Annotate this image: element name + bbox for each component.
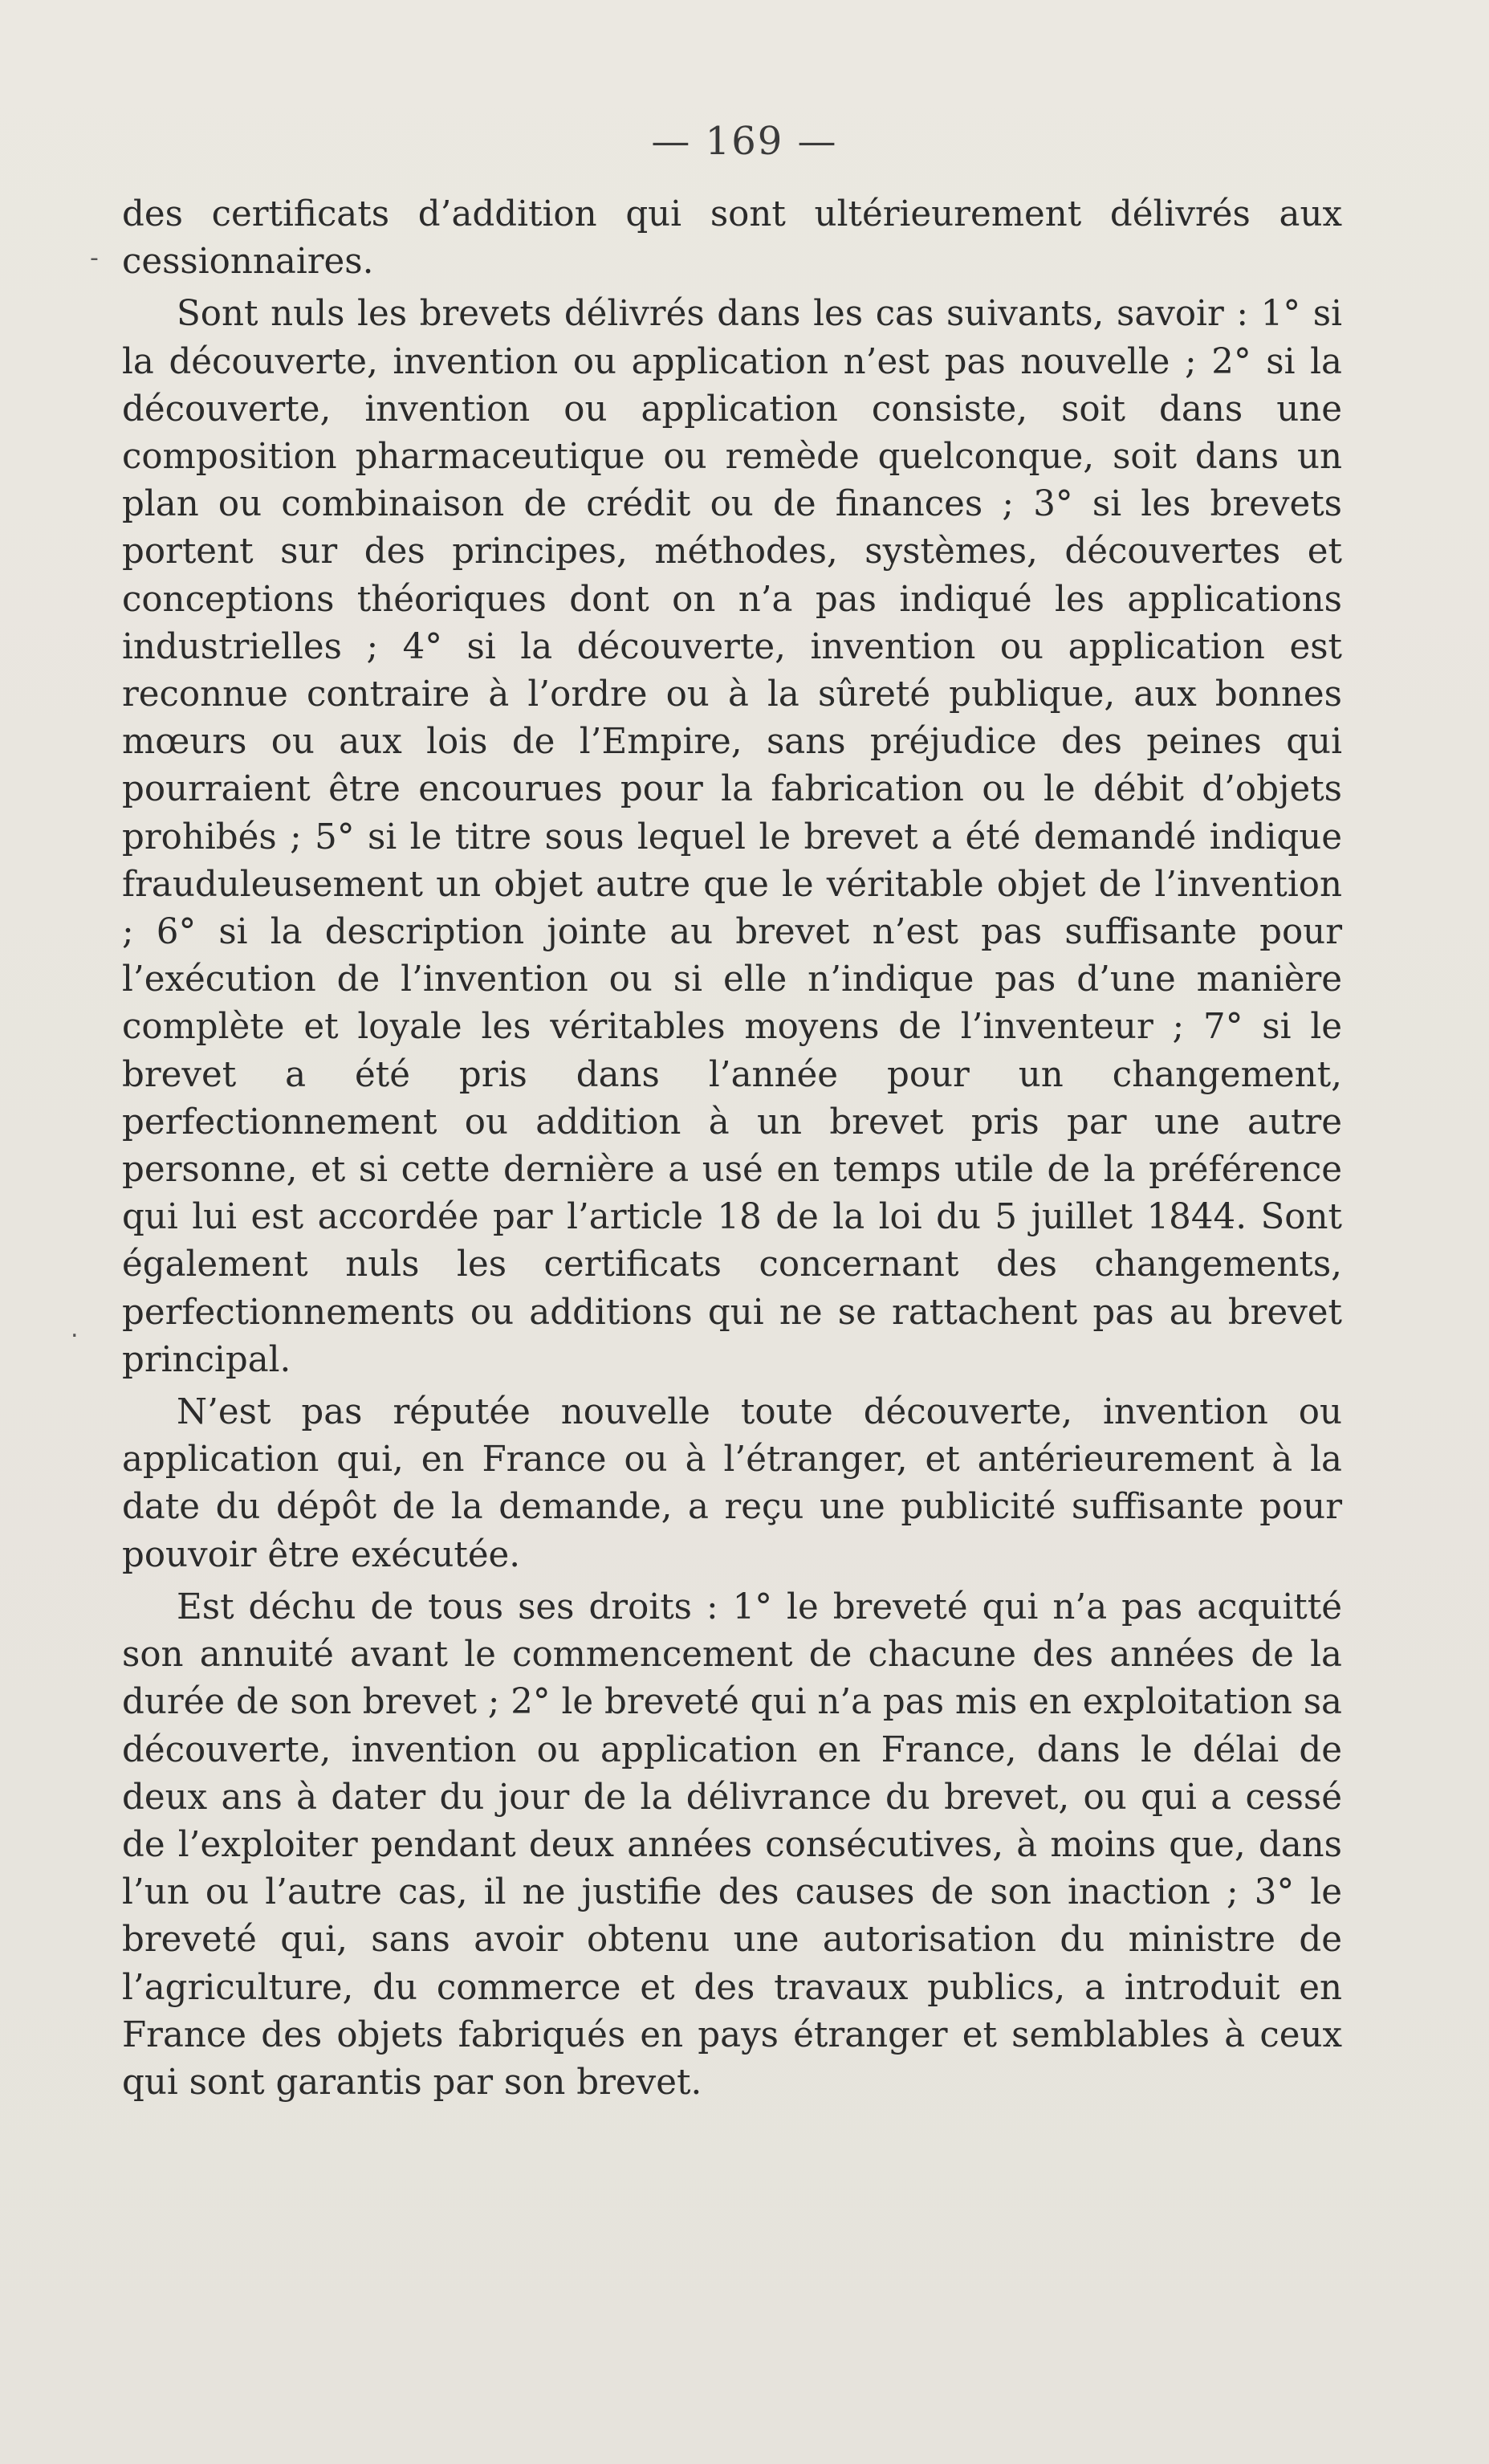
paragraph-novelty: N’est pas réputée nouvelle toute découverte, invention ou application qui, en France ou à l’étranger, et antérieurement à la date du dépôt de la demande, a reçu une publicité suffisante pour pouvoir être exécutée. [122,1392,1342,1575]
paragraph-continuation: des certificats d’addition qui sont ultérieurement délivrés aux cessionnaires. [122,194,1342,283]
margin-dash-mark: - [90,244,99,272]
margin-dot-mark: . [71,1315,79,1343]
paragraph-nullity-cases: Sont nuls les brevets délivrés dans les cas suivants, savoir : 1° si la découverte, invention ou application n’est pas nouvelle ; 2° si la découverte, invention ou application consiste, soit dans une composition pharmaceutique ou remède quelconque, soit dans un plan ou combinaison de crédit ou de finances ; 3° si les brevets portent sur des principes, méthodes, systèmes, découvertes et conceptions théoriques dont on n’a pas indiqué les applications industrielles ; 4° si la découverte, invention ou application est reconnue contraire à l’ordre ou à la sûreté publique, aux bonnes mœurs ou aux lois de l’Empire, sans préjudice des peines qui pourraient être encourues pour la fabrication ou le débit d’objets prohibés ; 5° si le titre sous lequel le brevet a été demandé indique frauduleusement un objet autre que le véritable objet de l’invention ; 6° si la description jointe au brevet n’est pas suffisante pour l’exécution de l’invention ou si elle n’indique pas d’une manière complète et loyale les véritables moyens de l’inventeur ; 7° si le brevet a été pris dans l’année pour un changement, perfectionnement ou addition à un brevet pris par une autre personne, et si cette dernière a usé en temps utile de la préférence qui lui est accordée par l’article 18 de la loi du 5 juillet 1844. Sont également nuls les certificats concernant des changements, perfectionnements ou additions qui ne se rattachent pas au brevet principal. [122,294,1342,1380]
body-text [122,191,1342,2107]
paragraph-forfeiture: Est déchu de tous ses droits : 1° le breveté qui n’a pas acquitté son annuité avant le commencement de chacune des années de la durée de son brevet ; 2° le breveté qui n’a pas mis en exploitation sa découverte, invention ou application en France, dans le délai de deux ans à dater du jour de la délivrance du brevet, ou qui a cessé de l’exploiter pendant deux années consécutives, à moins que, dans l’un ou l’autre cas, il ne justifie des causes de son inaction ; 3° le breveté qui, sans avoir obtenu une autorisation du ministre de l’agriculture, du commerce et des travaux publics, a introduit en France des objets fabriqués en pays étranger et semblables à ceux qui sont garantis par son brevet. [122,1586,1342,2103]
page-number: — 169 — [651,119,838,164]
